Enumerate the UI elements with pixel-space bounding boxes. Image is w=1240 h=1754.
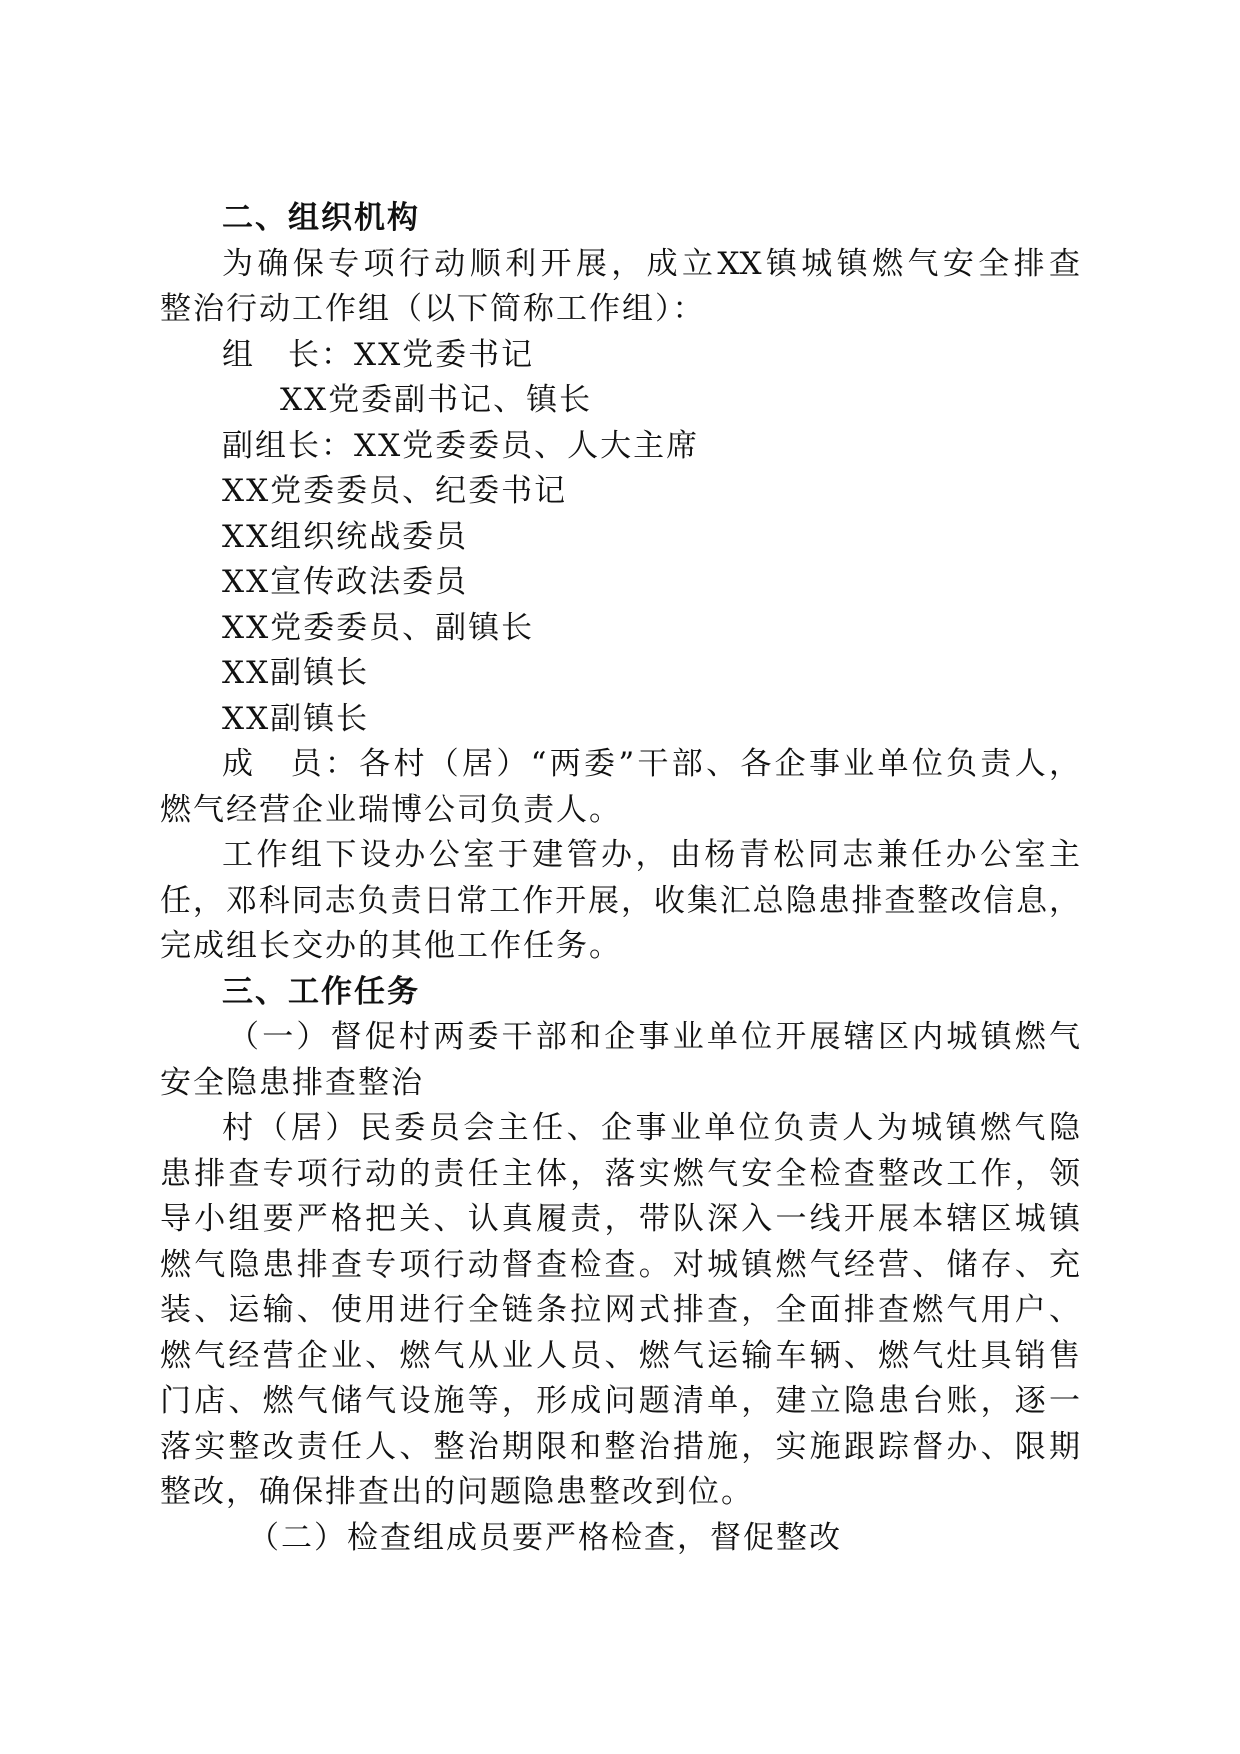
task-body-line: 村（居）民委员会主任、企事业单位负责人为城镇燃气隐 <box>222 1110 1080 1146</box>
office-line: 任，邓科同志负责日常工作开展，收集汇总隐患排查整改信息， <box>160 882 1080 919</box>
section-heading-tasks: 三、工作任务 <box>222 973 420 1010</box>
leader-line: 组 长：XX党委书记 <box>222 336 535 373</box>
leader-line: XX党委副书记、镇长 <box>280 382 593 418</box>
paragraph-line: 整治行动工作组（以下简称工作组）： <box>160 291 706 327</box>
task-title-line: 安全隐患排查整治 <box>160 1064 424 1101</box>
section-heading-organization: 二、组织机构 <box>222 200 420 236</box>
members-line: 燃气经营企业瑞博公司负责人。 <box>160 791 622 828</box>
document-page <box>160 196 1080 1561</box>
task-body-line: 导小组要严格把关、认真履责，带队深入一线开展本辖区城镇 <box>160 1201 1080 1237</box>
deputy-leader-line: XX党委委员、副镇长 <box>222 609 535 646</box>
deputy-leader-line: XX副镇长 <box>222 700 370 737</box>
members-line: 成 员：各村（居）“两委”干部、各企事业单位负责人， <box>222 746 1080 782</box>
task-body-line: 患排查专项行动的责任主体，落实燃气安全检查整改工作，领 <box>160 1155 1080 1192</box>
deputy-leader-line: XX组织统战委员 <box>222 518 469 555</box>
deputy-leader-line: XX党委委员、纪委书记 <box>222 473 568 509</box>
task-body-line: 整改，确保排查出的问题隐患整改到位。 <box>160 1474 754 1510</box>
office-line: 完成组长交办的其他工作任务。 <box>160 928 622 964</box>
office-line: 工作组下设办公室于建管办，由杨青松同志兼任办公室主 <box>222 837 1080 873</box>
task-title-line: （二）检查组成员要严格检查，督促整改 <box>248 1519 842 1556</box>
task-body-line: 落实整改责任人、整治期限和整治措施，实施跟踪督办、限期 <box>160 1428 1080 1465</box>
task-title-line: （一）督促村两委干部和企事业单位开展辖区内城镇燃气 <box>228 1019 1080 1055</box>
task-body-line: 燃气经营企业、燃气从业人员、燃气运输车辆、燃气灶具销售 <box>160 1337 1080 1374</box>
task-body-line: 燃气隐患排查专项行动督查检查。对城镇燃气经营、储存、充 <box>160 1246 1080 1283</box>
deputy-leader-line: 副组长：XX党委委员、人大主席 <box>222 427 700 464</box>
task-body-line: 门店、燃气储气设施等，形成问题清单，建立隐患台账，逐一 <box>160 1383 1080 1419</box>
deputy-leader-line: XX宣传政法委员 <box>222 564 469 600</box>
paragraph-line: 为确保专项行动顺利开展，成立XX镇城镇燃气安全排查 <box>222 245 1080 282</box>
task-body-line: 装、运输、使用进行全链条拉网式排查，全面排查燃气用户、 <box>160 1292 1080 1328</box>
deputy-leader-line: XX副镇长 <box>222 655 370 691</box>
